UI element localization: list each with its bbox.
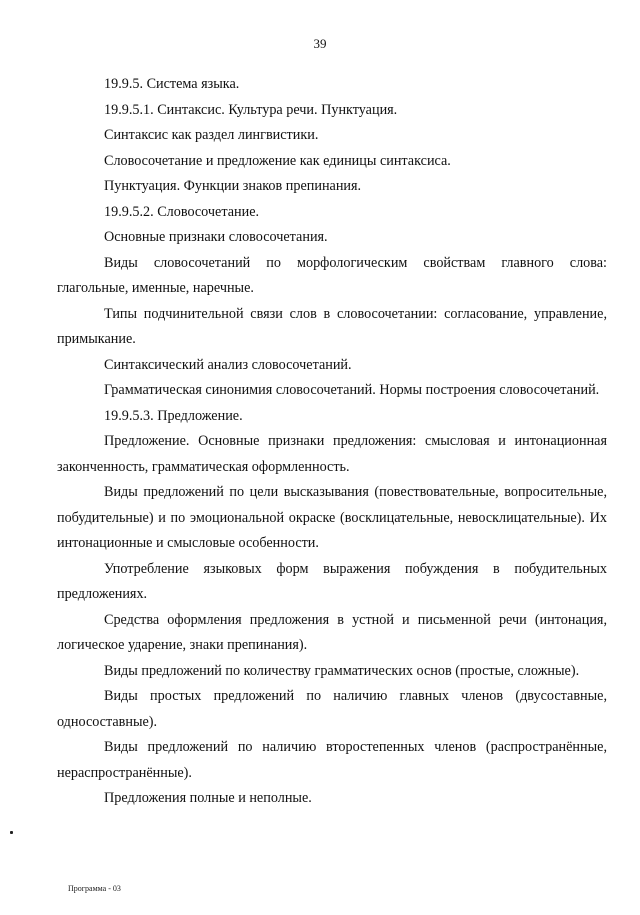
paragraph-18: Виды простых предложений по наличию главных членов (двусоставные, односоставные). (57, 688, 607, 730)
paragraph-7: Основные признаки словосочетания. (104, 229, 328, 245)
paragraph-6: 19.9.5.2. Словосочетание. (104, 203, 260, 220)
paragraph-3: Синтаксис как раздел лингвистики. (104, 127, 319, 143)
scan-speck (10, 831, 13, 834)
paragraph-15: Употребление языковых форм выражения побуждения в побудительных предложениях. (57, 560, 607, 602)
paragraph-20: Предложения полные и неполные. (104, 790, 312, 806)
paragraph-17: Виды предложений по количеству грамматических основ (простые, сложные). (104, 662, 580, 679)
paragraph-1: 19.9.5. Система языка. (104, 76, 240, 92)
paragraph-9: Типы подчинительной связи слов в словосочетании: согласование, управление, примыкание. (57, 305, 607, 347)
body-text (57, 72, 607, 812)
paragraph-2: 19.9.5.1. Синтаксис. Культура речи. Пунктуация. (104, 101, 398, 118)
paragraph-14: Виды предложений по цели высказывания (повествовательные, вопросительные, побудительные) и по эмоциональной окраске (восклицательные, невосклицательные). Их интонационные и смысловые особенности. (57, 484, 607, 551)
page-footer: Программа - 03 (68, 884, 121, 893)
paragraph-16: Средства оформления предложения в устной и письменной речи (интонация, логическое ударение, знаки препинания). (57, 611, 607, 653)
paragraph-11: Грамматическая синонимия словосочетаний. Нормы построения словосочетаний. (104, 382, 600, 398)
paragraph-19: Виды предложений по наличию второстепенных членов (распространённые, нераспространённые). (57, 739, 607, 781)
paragraph-5: Пунктуация. Функции знаков препинания. (104, 178, 362, 194)
paragraph-13: Предложение. Основные признаки предложения: смысловая и интонационная законченность, грамматическая оформленность. (57, 433, 607, 475)
paragraph-8: Виды словосочетаний по морфологическим свойствам главного слова: глагольные, именные, наречные. (57, 254, 607, 296)
page-number: 39 (313, 36, 327, 51)
paragraph-12: 19.9.5.3. Предложение. (104, 407, 243, 424)
paragraph-4: Словосочетание и предложение как единицы синтаксиса. (104, 152, 451, 169)
paragraph-10: Синтаксический анализ словосочетаний. (104, 356, 352, 373)
